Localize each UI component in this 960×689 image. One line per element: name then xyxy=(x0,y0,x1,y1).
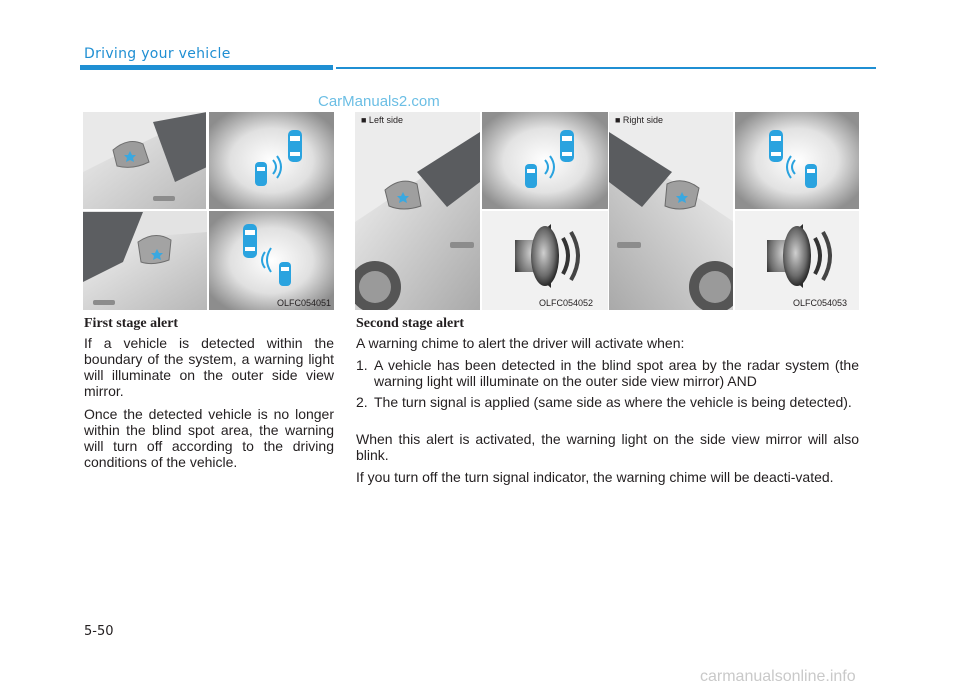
second-stage-paragraph: When this alert is activated, the warning light on the side view mirror will also blink. xyxy=(356,431,859,463)
header-rule-thick xyxy=(80,65,333,70)
list-item xyxy=(356,357,859,389)
figure-code: OLFC054051 xyxy=(277,298,332,308)
list-number: 2. xyxy=(356,394,368,410)
left-side-illustration xyxy=(355,112,608,310)
figure-tag: ■ Left side xyxy=(361,115,403,125)
watermark-link[interactable]: CarManuals2.com xyxy=(318,93,440,110)
figure-right-side xyxy=(609,112,859,310)
figure-first-stage xyxy=(83,112,334,310)
first-stage-illustration xyxy=(83,112,334,310)
list-number: 1. xyxy=(356,357,368,373)
figure-left-side xyxy=(355,112,608,310)
section-title: Driving your vehicle xyxy=(84,46,231,62)
list-item xyxy=(356,394,859,410)
header-rule-thin xyxy=(336,67,876,69)
second-stage-paragraph: If you turn off the turn signal indicator, the warning chime will be deacti-vated. xyxy=(356,469,834,485)
radar-car-icon xyxy=(288,130,302,162)
list-text: A vehicle has been detected in the blind spot area by the radar system (the warning light will illuminate on the outer side view mirror) AND xyxy=(374,357,859,389)
right-side-illustration xyxy=(609,112,859,310)
first-stage-paragraph: If a vehicle is detected within the boundary of the system, a warning light will illuminate on the outer side view mirror. xyxy=(84,335,334,399)
list-text: The turn signal is applied (same side as where the vehicle is being detected). xyxy=(374,394,852,410)
figure-code: OLFC054052 xyxy=(539,298,594,308)
second-stage-heading: Second stage alert xyxy=(356,316,465,331)
second-stage-intro: A warning chime to alert the driver will activate when: xyxy=(356,335,685,351)
first-stage-heading: First stage alert xyxy=(84,316,179,331)
figure-code: OLFC054053 xyxy=(793,298,848,308)
figure-tag: ■ Right side xyxy=(615,115,663,125)
footer-watermark[interactable]: carmanualsonline.info xyxy=(700,668,856,685)
first-stage-paragraph: Once the detected vehicle is no longer within the blind spot area, the warning will turn off according to the driving conditions of the vehicle. xyxy=(84,406,334,470)
page-number: 5-50 xyxy=(84,624,114,639)
